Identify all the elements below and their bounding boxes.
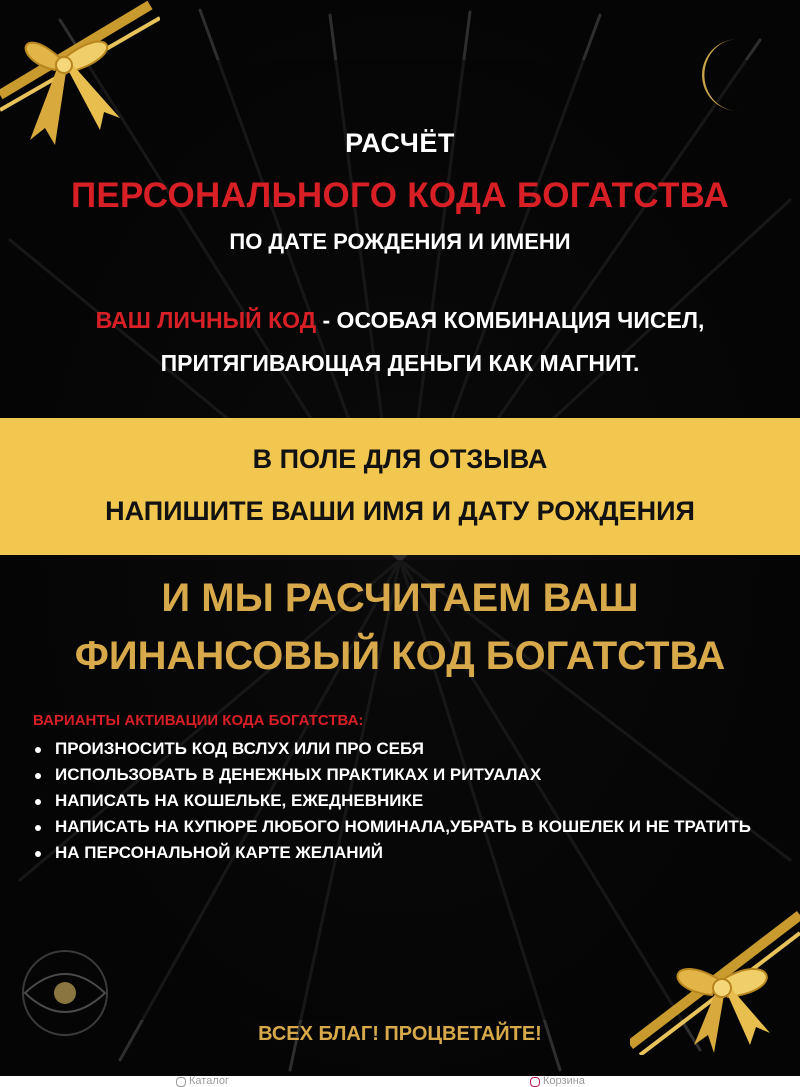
list-item bbox=[33, 841, 753, 865]
list-item-text: НА ПЕРСОНАЛЬНОЙ КАРТЕ ЖЕЛАНИЙ bbox=[55, 843, 384, 862]
activation-heading: ВАРИАНТЫ АКТИВАЦИИ КОДА БОГАТСТВА: bbox=[33, 712, 364, 729]
nav-catalog-label: Каталог bbox=[189, 1075, 229, 1087]
activation-list bbox=[33, 737, 753, 865]
title-line-1: РАСЧЁТ bbox=[345, 128, 455, 158]
bottom-nav-bar bbox=[0, 1076, 800, 1087]
personal-code-highlight: ВАШ ЛИЧНЫЙ КОД bbox=[95, 307, 317, 333]
list-item-text: НАПИСАТЬ НА КОШЕЛЬКЕ, ЕЖЕДНЕВНИКЕ bbox=[55, 791, 424, 810]
list-item-text: НАПИСАТЬ НА КУПЮРЕ ЛЮБОГО НОМИНАЛА,УБРАТЬ В КОШЕЛЕК И НЕ ТРАТИТЬ bbox=[55, 817, 751, 836]
list-item bbox=[33, 789, 753, 813]
calculation-line-2: ФИНАНСОВЫЙ КОД БОГАТСТВА bbox=[74, 634, 726, 678]
crescent-moon-icon bbox=[690, 35, 770, 115]
instruction-line-1: В ПОЛЕ ДЛЯ ОТЗЫВА bbox=[252, 444, 548, 474]
catalog-icon bbox=[176, 1077, 186, 1087]
title-subtitle: ПО ДАТЕ РОЖДЕНИЯ И ИМЕНИ bbox=[229, 229, 571, 254]
personal-code-line-2: ПРИТЯГИВАЮЩАЯ ДЕНЬГИ КАК МАГНИТ. bbox=[160, 350, 640, 376]
bullet-icon bbox=[35, 851, 41, 857]
cart-icon bbox=[530, 1077, 540, 1087]
nav-cart-label: Корзина bbox=[543, 1075, 585, 1087]
footer-text: ВСЕХ БЛАГ! ПРОЦВЕТАЙТЕ! bbox=[258, 1023, 542, 1045]
personal-code-line-1 bbox=[0, 307, 800, 334]
list-item bbox=[33, 763, 753, 787]
list-item bbox=[33, 815, 753, 839]
instruction-line-2: НАПИШИТЕ ВАШИ ИМЯ И ДАТУ РОЖДЕНИЯ bbox=[105, 496, 695, 526]
bullet-icon bbox=[35, 773, 41, 779]
list-item-text: ИСПОЛЬЗОВАТЬ В ДЕНЕЖНЫХ ПРАКТИКАХ И РИТУАЛАХ bbox=[55, 765, 542, 784]
activation-section bbox=[33, 712, 753, 867]
instruction-band bbox=[0, 418, 800, 555]
bullet-icon bbox=[35, 747, 41, 753]
title-line-2: ПЕРСОНАЛЬНОГО КОДА БОГАТСТВА bbox=[70, 176, 730, 215]
bullet-icon bbox=[35, 825, 41, 831]
list-item-text: ПРОИЗНОСИТЬ КОД ВСЛУХ ИЛИ ПРО СЕБЯ bbox=[55, 739, 425, 758]
nav-cart[interactable] bbox=[530, 1075, 585, 1087]
nav-catalog[interactable] bbox=[176, 1075, 229, 1087]
bullet-icon bbox=[35, 799, 41, 805]
list-item bbox=[33, 737, 753, 761]
calculation-line-1: И МЫ РАСЧИТАЕМ ВАШ bbox=[161, 576, 639, 620]
personal-code-text: - ОСОБАЯ КОМБИНАЦИЯ ЧИСЕЛ, bbox=[316, 307, 705, 333]
